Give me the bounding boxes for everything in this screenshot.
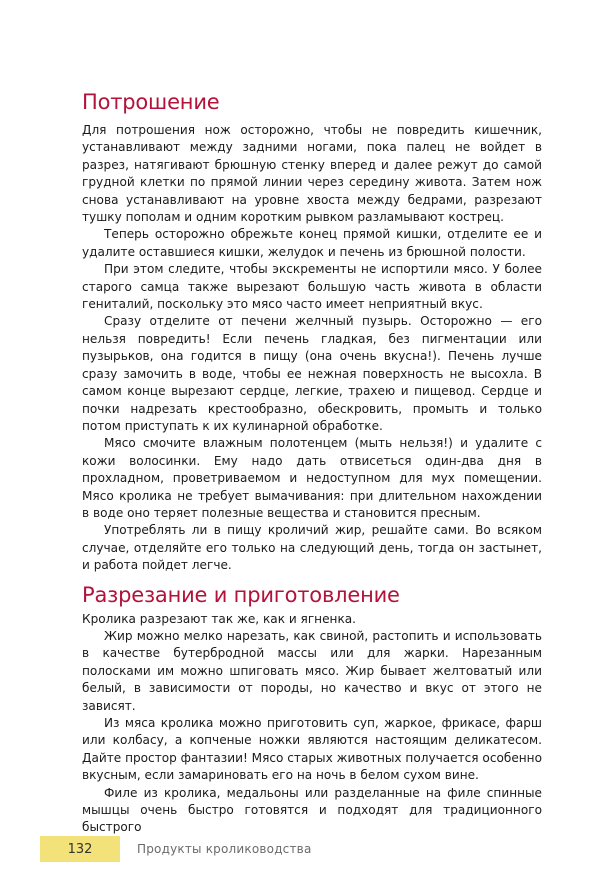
paragraph: Филе из кролика, медальоны или разделанные на филе спинные мышцы очень быстро готовятся и подходят для традиционного быстрого [82,785,542,835]
section-heading-cutting: Разрезание и приготовление [82,582,400,607]
paragraph: Сразу отделите от печени желчный пузырь. Осторожно — его нельзя повредить! Если печень гладкая, без пигментации или пузырьков, она годится в пищу (она очень вкусна!). Печень лучше сразу замочить в воде, чтобы ее нежная поверхность не высохла. В самом конце вырезают сердце, легкие, трахею и пищевод. Сердце и почки надрезать крестообразно, обескровить, промыть и только потом приступать к их кулинарной обработке. [82,314,542,433]
paragraph: Из мяса кролика можно приготовить суп, жаркое, фрикасе, фарш или колбасу, а копченые ножки являются настоящим деликатесом. Дайте простор фантазии! Мясо старых животных получается особенно вкусным, если замариновать его на ночь в белом сухом вине. [82,716,542,783]
running-footer-title: Продукты кролиководства [137,842,312,856]
paragraph: Употреблять ли в пищу кроличий жир, решайте сами. Во всяком случае, отделяйте его только на следующий день, тогда он застынет, и работа пойдет легче. [82,523,542,573]
section-heading-gutting: Потрошение [82,90,220,114]
paragraph: Жир можно мелко нарезать, как свиной, растопить и использовать в качестве бутербродной массы или для жарки. Нарезанным полосками им можно шпиговать мясо. Жир бывает желтоватый или белый, в зависимости от породы, но качество и вкус от этого не зависят. [82,628,542,713]
paragraph: При этом следите, чтобы экскременты не испортили мясо. У более старого самца также вырезают большую часть живота в области гениталий, поскольку это мясо часто имеет неприятный вкус. [82,262,542,312]
page-number: 132 [40,836,120,862]
paragraph: Мясо смочите влажным полотенцем (мыть нельзя!) и удалите с кожи волосинки. Ему надо дать отвисеться один-два дня в прохладном, проветриваемом и недоступном для мух помещении. Мясо кролика не требует вымачивания: при длительном нахождении в воде оно теряет полезные вещества и становится пресным. [82,436,542,520]
page-content [82,88,542,837]
paragraph: Для потрошения нож осторожно, чтобы не повредить кишечник, устанавливают между задними ногами, пока палец не войдет в разрез, натягивают брюшную стенку вперед и далее режут до самой грудной клетки по прямой линии через середину живота. Затем нож снова устанавливают на уровне хвоста между бедрами, разрезают тушку пополам и одним коротким рывком разламывают кострец. [82,123,542,225]
paragraph: Кролика разрезают так же, как и ягненка. [82,611,356,626]
paragraph: Теперь осторожно обрежьте конец прямой кишки, отделите ее и удалите оставшиеся кишки, желудок и печень из брюшной полости. [82,227,542,259]
